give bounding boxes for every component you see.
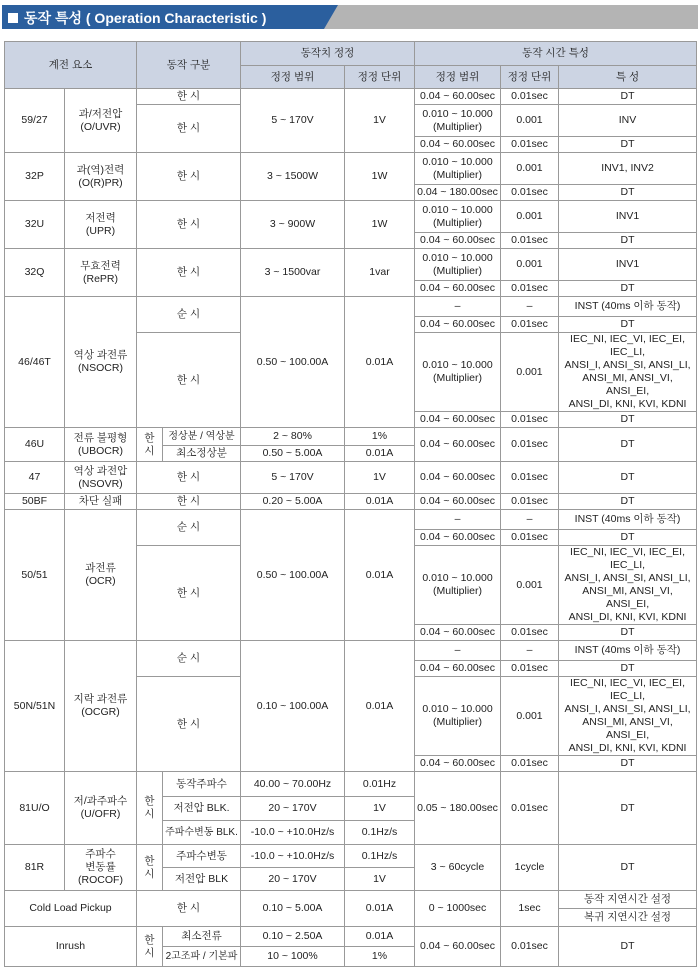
division: 한 시 bbox=[137, 677, 241, 772]
time-unit: 0.01sec bbox=[501, 462, 559, 494]
time-unit: 0.01sec bbox=[501, 661, 559, 677]
division: 순 시 bbox=[137, 510, 241, 546]
setting-range: 0.50 ~ 100.00A bbox=[241, 510, 345, 641]
code-inrush: Inrush bbox=[5, 927, 137, 967]
time-range: 0 ~ 1000sec bbox=[415, 891, 501, 927]
sub-division: 최소정상분 bbox=[163, 446, 241, 462]
table-row bbox=[5, 891, 697, 909]
time-unit: 0.001 bbox=[501, 153, 559, 185]
time-unit: 1sec bbox=[501, 891, 559, 927]
division: 한 시 bbox=[137, 249, 241, 297]
table-row bbox=[5, 153, 697, 185]
time-char: IEC_NI, IEC_VI, IEC_EI, IEC_LI, ANSI_I, ANSI_SI, ANSI_LI, ANSI_MI, ANSI_VI, ANSI_EI, ANSI_DI, KNI, KVI, KDNI bbox=[559, 333, 697, 412]
time-char: DT bbox=[559, 927, 697, 967]
setting-range: 3 ~ 1500var bbox=[241, 249, 345, 297]
division: 한 시 bbox=[137, 333, 241, 428]
operation-characteristic-table bbox=[4, 41, 697, 967]
time-char: INST (40ms 이하 동작) bbox=[559, 641, 697, 661]
time-char: DT bbox=[559, 530, 697, 546]
code-5051: 50/51 bbox=[5, 510, 65, 641]
sub-division: 정상분 / 역상분 bbox=[163, 428, 241, 446]
setting-unit: 1% bbox=[345, 947, 415, 967]
code-32q: 32Q bbox=[5, 249, 65, 297]
time-char: INV1 bbox=[559, 249, 697, 281]
setting-range: 5 ~ 170V bbox=[241, 462, 345, 494]
time-char: DT bbox=[559, 756, 697, 772]
setting-range: 0.50 ~ 5.00A bbox=[241, 446, 345, 462]
division: 한 시 bbox=[137, 891, 241, 927]
name-47: 역상 과전압 (NSOVR) bbox=[65, 462, 137, 494]
time-unit: 0.001 bbox=[501, 546, 559, 625]
setting-unit: 0.01A bbox=[345, 891, 415, 927]
header-division: 동작 구분 bbox=[137, 42, 241, 89]
time-range: 0.05 ~ 180.00sec bbox=[415, 772, 501, 845]
name-46: 역상 과전류 (NSOCR) bbox=[65, 297, 137, 428]
section-title bbox=[8, 8, 266, 28]
table-row bbox=[5, 249, 697, 281]
time-char: INV bbox=[559, 105, 697, 137]
name-50bf: 차단 실패 bbox=[65, 494, 137, 510]
setting-range: 0.20 ~ 5.00A bbox=[241, 494, 345, 510]
time-range: – bbox=[415, 297, 501, 317]
header-range: 정정 범위 bbox=[241, 66, 345, 89]
setting-unit: 1V bbox=[345, 868, 415, 891]
name-32q: 무효전력 (RePR) bbox=[65, 249, 137, 297]
time-range: 0.04 ~ 60.00sec bbox=[415, 233, 501, 249]
setting-unit: 1W bbox=[345, 201, 415, 249]
time-unit: 0.01sec bbox=[501, 137, 559, 153]
name-50n: 지락 과전류 (OCGR) bbox=[65, 641, 137, 772]
table-row bbox=[5, 927, 697, 947]
time-unit: 0.01sec bbox=[501, 772, 559, 845]
time-range: 0.04 ~ 60.00sec bbox=[415, 530, 501, 546]
time-char: DT bbox=[559, 625, 697, 641]
setting-unit: 1var bbox=[345, 249, 415, 297]
code-81r: 81R bbox=[5, 845, 65, 891]
banner-tail bbox=[324, 5, 698, 29]
division: 한 시 bbox=[137, 772, 163, 845]
time-char: DT bbox=[559, 462, 697, 494]
time-char: DT bbox=[559, 137, 697, 153]
sub-division: 주파수변동 bbox=[163, 845, 241, 868]
name-81u: 저/과주파수 (U/OFR) bbox=[65, 772, 137, 845]
time-char: DT bbox=[559, 845, 697, 891]
time-unit: – bbox=[501, 510, 559, 530]
sub-division: 동작주파수 bbox=[163, 772, 241, 797]
time-unit: 0.01sec bbox=[501, 625, 559, 641]
time-unit: 0.01sec bbox=[501, 494, 559, 510]
time-unit: 0.01sec bbox=[501, 927, 559, 967]
name-32p: 과(역)전력 (O(R)PR) bbox=[65, 153, 137, 201]
setting-range: 5 ~ 170V bbox=[241, 89, 345, 153]
time-range: 0.04 ~ 60.00sec bbox=[415, 494, 501, 510]
code-50n: 50N/51N bbox=[5, 641, 65, 772]
time-range: – bbox=[415, 641, 501, 661]
time-range: 0.04 ~ 180.00sec bbox=[415, 185, 501, 201]
sub-division: 주파수변동 BLK. bbox=[163, 821, 241, 845]
time-unit: – bbox=[501, 297, 559, 317]
setting-unit: 1V bbox=[345, 89, 415, 153]
division: 순 시 bbox=[137, 297, 241, 333]
setting-unit: 1V bbox=[345, 462, 415, 494]
table-row bbox=[5, 428, 697, 446]
time-range: 0.04 ~ 60.00sec bbox=[415, 428, 501, 462]
time-unit: 0.001 bbox=[501, 249, 559, 281]
time-unit: 0.01sec bbox=[501, 412, 559, 428]
time-range: 0.04 ~ 60.00sec bbox=[415, 281, 501, 297]
time-char: INV1, INV2 bbox=[559, 153, 697, 185]
table-row bbox=[5, 772, 697, 797]
setting-range: 0.10 ~ 5.00A bbox=[241, 891, 345, 927]
time-unit: 1cycle bbox=[501, 845, 559, 891]
setting-range: 3 ~ 1500W bbox=[241, 153, 345, 201]
table-row bbox=[5, 89, 697, 105]
header-time: 동작 시간 특성 bbox=[415, 42, 697, 66]
setting-unit: 0.1Hz/s bbox=[345, 845, 415, 868]
setting-unit: 0.01A bbox=[345, 927, 415, 947]
code-32p: 32P bbox=[5, 153, 65, 201]
table-row bbox=[5, 510, 697, 530]
setting-unit: 0.01A bbox=[345, 510, 415, 641]
section-title-text: 동작 특성 ( Operation Characteristic ) bbox=[24, 10, 267, 26]
time-range: 0.04 ~ 60.00sec bbox=[415, 89, 501, 105]
time-char: DT bbox=[559, 428, 697, 462]
time-char: DT bbox=[559, 185, 697, 201]
division: 한 시 bbox=[137, 546, 241, 641]
header-char: 특 성 bbox=[559, 66, 697, 89]
time-range: 0.04 ~ 60.00sec bbox=[415, 625, 501, 641]
time-char: INST (40ms 이하 동작) bbox=[559, 510, 697, 530]
setting-range: 0.10 ~ 2.50A bbox=[241, 927, 345, 947]
division: 한 시 bbox=[137, 462, 241, 494]
name-46u: 전류 불평형 (UBOCR) bbox=[65, 428, 137, 462]
time-range: 0.010 ~ 10.000 (Multiplier) bbox=[415, 546, 501, 625]
time-range: 0.04 ~ 60.00sec bbox=[415, 137, 501, 153]
header-row bbox=[5, 42, 697, 66]
section-banner bbox=[2, 5, 698, 29]
time-unit: 0.01sec bbox=[501, 756, 559, 772]
time-unit: – bbox=[501, 641, 559, 661]
setting-unit: 0.01A bbox=[345, 297, 415, 428]
division: 한 시 bbox=[137, 89, 241, 105]
time-char: DT bbox=[559, 412, 697, 428]
header-setting: 동작치 정정 bbox=[241, 42, 415, 66]
time-unit: 0.01sec bbox=[501, 530, 559, 546]
time-char: DT bbox=[559, 317, 697, 333]
time-range: 0.010 ~ 10.000 (Multiplier) bbox=[415, 677, 501, 756]
setting-range: 10 ~ 100% bbox=[241, 947, 345, 967]
time-range: 0.04 ~ 60.00sec bbox=[415, 462, 501, 494]
header-element: 계전 요소 bbox=[5, 42, 137, 89]
code-32u: 32U bbox=[5, 201, 65, 249]
time-range: 0.04 ~ 60.00sec bbox=[415, 317, 501, 333]
setting-range: 3 ~ 900W bbox=[241, 201, 345, 249]
code-46: 46/46T bbox=[5, 297, 65, 428]
square-bullet-icon bbox=[8, 13, 18, 23]
setting-range: 2 ~ 80% bbox=[241, 428, 345, 446]
time-unit: 0.01sec bbox=[501, 281, 559, 297]
table-row bbox=[5, 462, 697, 494]
time-range: 0.04 ~ 60.00sec bbox=[415, 412, 501, 428]
time-unit: 0.001 bbox=[501, 201, 559, 233]
table-row bbox=[5, 297, 697, 317]
setting-unit: 0.01A bbox=[345, 641, 415, 772]
setting-unit: 1% bbox=[345, 428, 415, 446]
division: 한 시 bbox=[137, 201, 241, 249]
name-5927: 과/저전압 (O/UVR) bbox=[65, 89, 137, 153]
setting-range: -10.0 ~ +10.0Hz/s bbox=[241, 821, 345, 845]
time-unit: 0.001 bbox=[501, 333, 559, 412]
time-range: 0.04 ~ 60.00sec bbox=[415, 661, 501, 677]
code-47: 47 bbox=[5, 462, 65, 494]
time-char: DT bbox=[559, 281, 697, 297]
time-range: 0.010 ~ 10.000 (Multiplier) bbox=[415, 333, 501, 412]
header-t-unit: 정정 단위 bbox=[501, 66, 559, 89]
setting-unit: 0.01Hz bbox=[345, 772, 415, 797]
time-unit: 0.01sec bbox=[501, 89, 559, 105]
division: 한 시 bbox=[137, 153, 241, 201]
setting-range: 40.00 ~ 70.00Hz bbox=[241, 772, 345, 797]
setting-unit: 0.1Hz/s bbox=[345, 821, 415, 845]
time-unit: 0.01sec bbox=[501, 317, 559, 333]
code-81u: 81U/O bbox=[5, 772, 65, 845]
time-unit: 0.001 bbox=[501, 105, 559, 137]
time-unit: 0.001 bbox=[501, 677, 559, 756]
time-range: 0.010 ~ 10.000 (Multiplier) bbox=[415, 249, 501, 281]
table-row bbox=[5, 641, 697, 661]
sub-division: 2고조파 / 기본파 bbox=[163, 947, 241, 967]
sub-division: 최소전류 bbox=[163, 927, 241, 947]
time-char: INV1 bbox=[559, 201, 697, 233]
setting-range: -10.0 ~ +10.0Hz/s bbox=[241, 845, 345, 868]
time-char: DT bbox=[559, 494, 697, 510]
code-clp: Cold Load Pickup bbox=[5, 891, 137, 927]
code-5927: 59/27 bbox=[5, 89, 65, 153]
setting-unit: 1W bbox=[345, 153, 415, 201]
table-row bbox=[5, 201, 697, 233]
name-32u: 저전력 (UPR) bbox=[65, 201, 137, 249]
time-range: 0.010 ~ 10.000 (Multiplier) bbox=[415, 201, 501, 233]
time-char: DT bbox=[559, 89, 697, 105]
time-char: DT bbox=[559, 772, 697, 845]
time-unit: 0.01sec bbox=[501, 428, 559, 462]
division: 한 시 bbox=[137, 845, 163, 891]
time-range: 0.010 ~ 10.000 (Multiplier) bbox=[415, 153, 501, 185]
setting-unit: 0.01A bbox=[345, 494, 415, 510]
header-unit: 정정 단위 bbox=[345, 66, 415, 89]
setting-unit: 1V bbox=[345, 797, 415, 821]
time-unit: 0.01sec bbox=[501, 185, 559, 201]
division: 한 시 bbox=[137, 494, 241, 510]
division: 순 시 bbox=[137, 641, 241, 677]
header-t-range: 정정 범위 bbox=[415, 66, 501, 89]
division: 한 시 bbox=[137, 428, 163, 462]
time-range: – bbox=[415, 510, 501, 530]
time-char: DT bbox=[559, 233, 697, 249]
time-char: 복귀 지연시간 설정 bbox=[559, 909, 697, 927]
time-char: IEC_NI, IEC_VI, IEC_EI, IEC_LI, ANSI_I, ANSI_SI, ANSI_LI, ANSI_MI, ANSI_VI, ANSI_EI, ANSI_DI, KNI, KVI, KDNI bbox=[559, 546, 697, 625]
time-range: 0.04 ~ 60.00sec bbox=[415, 756, 501, 772]
table-row bbox=[5, 845, 697, 868]
division: 한 시 bbox=[137, 927, 163, 967]
name-5051: 과전류 (OCR) bbox=[65, 510, 137, 641]
time-char: DT bbox=[559, 661, 697, 677]
setting-range: 20 ~ 170V bbox=[241, 868, 345, 891]
setting-range: 20 ~ 170V bbox=[241, 797, 345, 821]
setting-range: 0.10 ~ 100.00A bbox=[241, 641, 345, 772]
time-char: INST (40ms 이하 동작) bbox=[559, 297, 697, 317]
name-81r: 주파수 변동률 (ROCOF) bbox=[65, 845, 137, 891]
time-range: 0.010 ~ 10.000 (Multiplier) bbox=[415, 105, 501, 137]
code-46u: 46U bbox=[5, 428, 65, 462]
sub-division: 저전압 BLK. bbox=[163, 797, 241, 821]
sub-division: 저전압 BLK bbox=[163, 868, 241, 891]
time-char: 동작 지연시간 설정 bbox=[559, 891, 697, 909]
division: 한 시 bbox=[137, 105, 241, 153]
setting-range: 0.50 ~ 100.00A bbox=[241, 297, 345, 428]
time-unit: 0.01sec bbox=[501, 233, 559, 249]
time-range: 3 ~ 60cycle bbox=[415, 845, 501, 891]
time-range: 0.04 ~ 60.00sec bbox=[415, 927, 501, 967]
table-row bbox=[5, 494, 697, 510]
code-50bf: 50BF bbox=[5, 494, 65, 510]
time-char: IEC_NI, IEC_VI, IEC_EI, IEC_LI, ANSI_I, ANSI_SI, ANSI_LI, ANSI_MI, ANSI_VI, ANSI_EI, ANSI_DI, KNI, KVI, KDNI bbox=[559, 677, 697, 756]
setting-unit: 0.01A bbox=[345, 446, 415, 462]
